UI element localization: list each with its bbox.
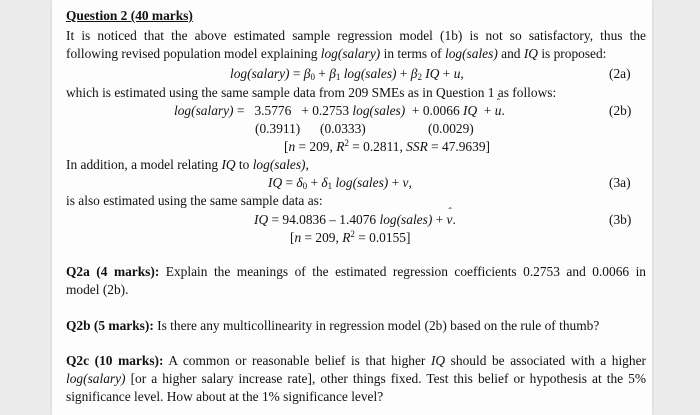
q2a-line-2: model (2b).: [66, 282, 129, 297]
equation-2a: log(salary) = $\beta_0 + \beta_1$ log(sales) + $\beta_2$ IQ + u,: [230, 66, 464, 82]
q2c-line-3: significance level. How about at the 1% significance level?: [66, 389, 384, 404]
also-estimated-line: is also estimated using the same sample data as:: [66, 193, 323, 208]
standard-error-log-sales: (0.0333): [320, 121, 366, 136]
q2c-line-2: log(salary) [or a higher salary increase rate], other things fixed. Test this belief or hypothesis at the 5%: [66, 371, 646, 386]
document-page: [52, 0, 652, 415]
equation-3b-label: (3b): [609, 212, 632, 227]
equation-3a: IQ = $\delta_0 + \delta_1$ log(sales) + v,: [268, 175, 412, 191]
standard-error-intercept: (0.3911): [255, 121, 301, 136]
intro-line-2: following revised population model explaining log(salary) in terms of log(sales) and IQ is proposed:: [66, 46, 607, 61]
q2c-line-1: Q2c (10 marks): A common or reasonable belief is that higher IQ should be associated with a higher: [66, 353, 646, 368]
intro-line-1: It is noticed that the above estimated sample regression model (1b) is not so satisfactory, thus the: [66, 28, 646, 43]
equation-3a-label: (3a): [609, 175, 631, 190]
equation-3b: IQ = 94.0836 – 1.4076 log(sales) + v ˆ.: [254, 212, 456, 228]
q2b-text: Q2b (5 marks): Is there any multicollinearity in regression model (2b) based on the rule of thumb?: [66, 318, 600, 333]
addition-line: In addition, a model relating IQ to log(sales),: [66, 157, 309, 172]
estimated-line: which is estimated using the same sample data from 209 SMEs as in Question 1 as follows:: [66, 85, 557, 100]
model-3b-statistics: [n = 209, $R^2 = 0.0155$]: [290, 229, 411, 245]
equation-2b-label: (2b): [609, 103, 632, 118]
question-title: Question 2 (40 marks): [66, 8, 193, 23]
equation-2b: log(salary) = 3.5776 + 0.2753 log(sales) + 0.0066 IQ + u ˆ.: [174, 103, 505, 119]
q2a-line-1: Q2a (4 marks): Explain the meanings of the estimated regression coefficients 0.2753 and 0.0066 in: [66, 264, 646, 279]
model-2b-statistics: [n = 209, $R^2 = 0.2811$, SSR = 47.9639]: [284, 138, 490, 154]
equation-2a-label: (2a): [609, 66, 631, 81]
standard-error-iq: (0.0029): [428, 121, 474, 136]
